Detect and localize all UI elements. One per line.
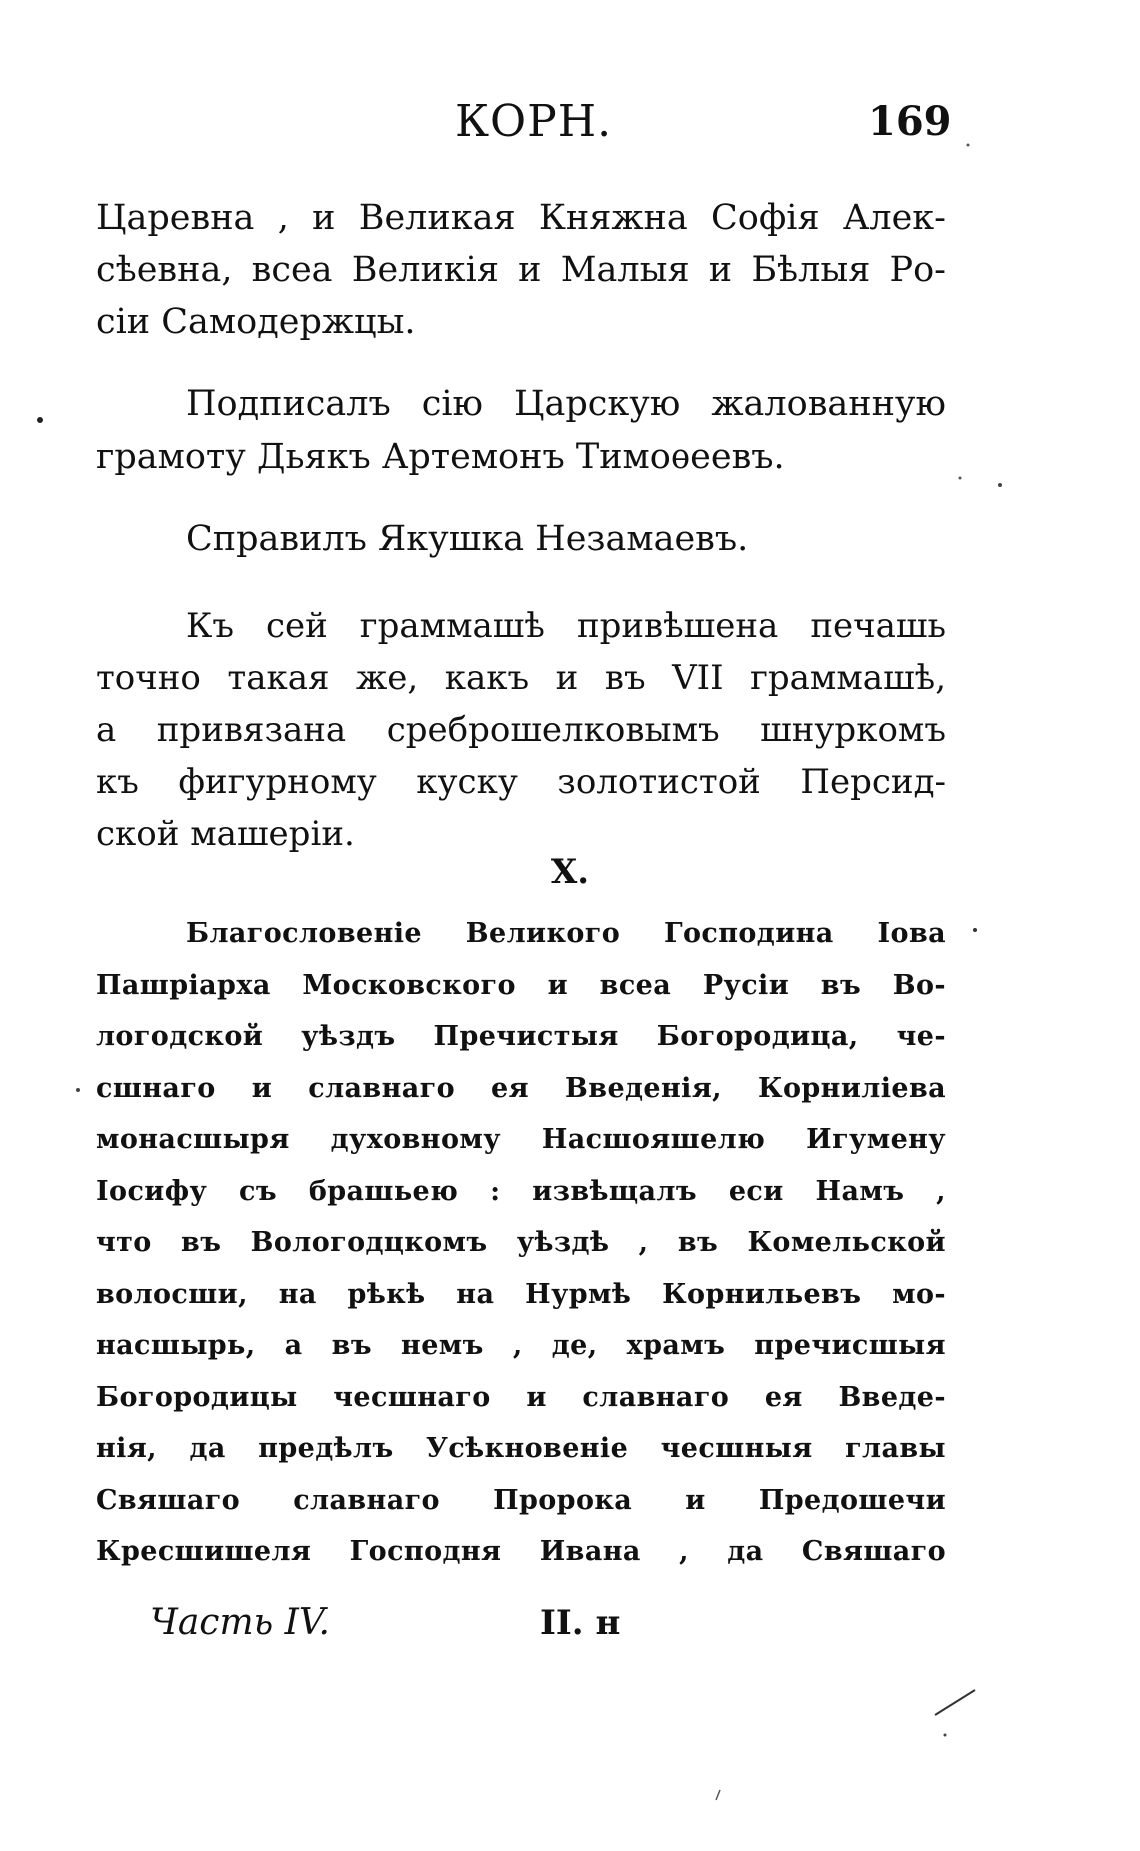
text-line: Подписалъ сiю Царскую жалованную bbox=[186, 384, 946, 424]
text-line: что въ Вологодцкомъ уѣздѣ , въ Комельской bbox=[96, 1227, 946, 1258]
text-line: сшнаго и славнаго ея Введенiя, Корнилiева bbox=[96, 1072, 946, 1104]
running-head: КОРН. bbox=[455, 96, 613, 147]
text-line: къ фигурному куску золотистой Персид- bbox=[96, 762, 946, 802]
text-line: Благословенiе Великого Господина Iова bbox=[186, 918, 946, 949]
text-line: Iосифу съ брашьею : извѣщалъ еси Намъ , bbox=[96, 1175, 946, 1207]
part-label: Часть IV. bbox=[150, 1602, 330, 1643]
text-line: Кресшишеля Господня Ивана , да Свяшаго bbox=[96, 1536, 946, 1567]
text-line: точно такая же, какъ и въ VII граммашѣ, bbox=[96, 658, 946, 698]
text-line: Свяшаго славнаго Пророка и Предошечи bbox=[96, 1484, 946, 1516]
text-line: а привязана среброшелковымъ шнуркомъ bbox=[96, 710, 946, 750]
text-line: монасшыря духовному Насшояшелю Игумену bbox=[96, 1124, 946, 1155]
text-line: Царевна , и Великая Княжна Софiя Алек- bbox=[96, 198, 946, 238]
text-line: грамоту Дьякъ Артемонъ Тимоѳеевъ. bbox=[96, 437, 785, 477]
text-line: сѣевна, всеа Великiя и Малыя и Бѣлыя Ро- bbox=[96, 250, 946, 290]
page-number: 169 bbox=[868, 98, 952, 145]
text-line: Пашрiарха Московского и всеа Русiи въ Во- bbox=[96, 969, 946, 1001]
text-line: Богородицы чесшнаго и славнаго ея Введе- bbox=[96, 1381, 946, 1413]
section-number: X. bbox=[550, 852, 590, 892]
text-line: ской машерiи. bbox=[96, 814, 355, 854]
text-line: логодской уѣздъ Пречистыя Богородица, че- bbox=[96, 1021, 946, 1052]
text-line: Справилъ Якушка Незамаевъ. bbox=[186, 519, 749, 559]
text-line: волосши, на рѣкѣ на Нурмѣ Корнильевъ мо- bbox=[96, 1278, 946, 1310]
text-line: нiя, да предѣлъ Усѣкновенiе чесшныя главы bbox=[96, 1433, 946, 1464]
text-line: насшырь, а въ немъ , де, храмъ пречисшыя bbox=[96, 1330, 946, 1361]
signature-mark: II. н bbox=[540, 1603, 621, 1643]
text-line: Къ сей граммашѣ привѣшена печашь bbox=[186, 606, 946, 646]
text-line: сiи Самодержцы. bbox=[96, 302, 416, 342]
